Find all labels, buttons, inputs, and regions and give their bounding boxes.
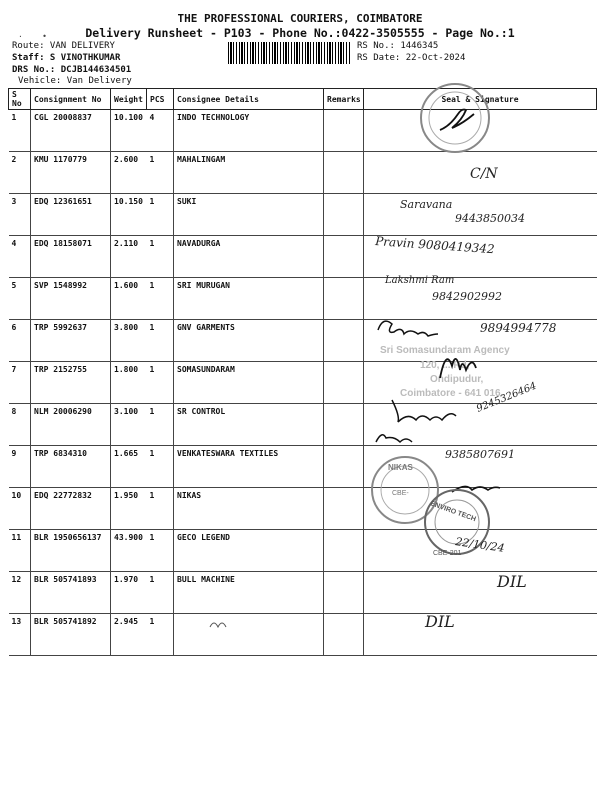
cell-remarks (324, 572, 364, 614)
row2-handwriting: C/N (470, 166, 498, 182)
margin-mark: · • (18, 32, 47, 41)
cell-consignment: CGL 20008837 (31, 110, 111, 152)
cell-pcs: 1 (147, 572, 174, 614)
cell-sno: 11 (9, 530, 31, 572)
cell-remarks (324, 320, 364, 362)
cell-signature (364, 488, 597, 530)
cell-sno: 1 (9, 110, 31, 152)
company-title: THE PROFESSIONAL COURIERS, COIMBATORE (177, 12, 423, 25)
cell-signature (364, 236, 597, 278)
staff-label: Staff: S VINOTHKUMAR (12, 53, 121, 63)
cell-weight: 43.900 (111, 530, 147, 572)
cell-consignment: EDQ 22772832 (31, 488, 111, 530)
cell-signature (364, 446, 597, 488)
cell-pcs: 4 (147, 110, 174, 152)
cell-consignee: SRI MURUGAN (174, 278, 324, 320)
cell-weight: 1.970 (111, 572, 147, 614)
cell-signature (364, 404, 597, 446)
drs-number: DRS No.: DCJB144634501 (12, 65, 132, 75)
row11-date: 22/10/24 (454, 535, 506, 555)
table-row (9, 488, 597, 530)
cell-consignment: BLR 505741893 (31, 572, 111, 614)
cell-remarks (324, 614, 364, 656)
table-row (9, 404, 597, 446)
cell-pcs: 1 (147, 404, 174, 446)
row11-stamp-city: CBE-201 (433, 550, 462, 557)
cell-consignment: TRP 2152755 (31, 362, 111, 404)
col-header-pcs: PCS (147, 89, 174, 110)
row6-phone: 9894994778 (480, 321, 557, 335)
col-header-sno: S No (9, 89, 31, 110)
cell-signature (364, 614, 597, 656)
cell-remarks (324, 404, 364, 446)
cell-remarks (324, 194, 364, 236)
cell-sno: 5 (9, 278, 31, 320)
cell-pcs: 1 (147, 446, 174, 488)
cell-remarks (324, 530, 364, 572)
cell-signature (364, 152, 597, 194)
cell-consignee: SUKI (174, 194, 324, 236)
cell-consignment: TRP 6834310 (31, 446, 111, 488)
col-header-consignment: Consignment No (31, 89, 111, 110)
faded-stamp-line1: Sri Somasundaram Agency (380, 345, 510, 356)
table-row (9, 110, 597, 152)
cell-consignee: NAVADURGA (174, 236, 324, 278)
table-header-row (9, 89, 597, 110)
cell-consignee: INDO TECHNOLOGY (174, 110, 324, 152)
cell-consignment: SVP 1548992 (31, 278, 111, 320)
cell-remarks (324, 278, 364, 320)
cell-consignment: BLR 505741892 (31, 614, 111, 656)
table-row (9, 152, 597, 194)
row13-handwriting: DIL (425, 612, 455, 631)
table-row (9, 572, 597, 614)
cell-consignee: GNV GARMENTS (174, 320, 324, 362)
table-row (9, 194, 597, 236)
cell-consignment: BLR 1950656137 (31, 530, 111, 572)
cell-pcs: 1 (147, 194, 174, 236)
cell-remarks (324, 446, 364, 488)
row4-handwriting: Pravin 9080419342 (374, 234, 495, 257)
cell-remarks (324, 488, 364, 530)
cell-remarks (324, 110, 364, 152)
cell-pcs: 1 (147, 236, 174, 278)
cell-remarks (324, 236, 364, 278)
table-row (9, 236, 597, 278)
row9-phone: 9385807691 (445, 448, 515, 461)
table-body (9, 110, 597, 656)
cell-signature (364, 278, 597, 320)
cell-consignment: KMU 1170779 (31, 152, 111, 194)
cell-pcs: 1 (147, 278, 174, 320)
cell-pcs: 1 (147, 320, 174, 362)
cell-pcs: 1 (147, 362, 174, 404)
row5-name: Lakshmi Ram (385, 275, 455, 286)
cell-weight: 3.800 (111, 320, 147, 362)
rs-date: RS Date: 22-Oct-2024 (357, 53, 466, 63)
cell-weight: 10.150 (111, 194, 147, 236)
table-row (9, 530, 597, 572)
cell-weight: 1.665 (111, 446, 147, 488)
faded-stamp-line4: Coimbatore - 641 016. (400, 388, 504, 399)
cell-consignment: NLM 20006290 (31, 404, 111, 446)
vehicle-label: Vehicle: Van Delivery (18, 76, 132, 86)
faded-stamp-line3: Ondipudur, (430, 374, 484, 385)
cell-consignment: EDQ 18158071 (31, 236, 111, 278)
cell-sno: 4 (9, 236, 31, 278)
cell-signature (364, 194, 597, 236)
runsheet-subtitle: Delivery Runsheet - P103 - Phone No.:0422-3505555 - Page No.:1 (85, 26, 515, 40)
cell-pcs: 1 (147, 530, 174, 572)
row11-stamp-name: ENVIRO TECH (429, 500, 477, 524)
cell-sno: 13 (9, 614, 31, 656)
row10-stamp-city: CBE- (392, 490, 409, 497)
faded-stamp-line2: 120, ... Rd, (420, 360, 470, 371)
col-header-weight: Weight (111, 89, 147, 110)
barcode (228, 42, 350, 64)
cell-sno: 8 (9, 404, 31, 446)
cell-pcs: 1 (147, 614, 174, 656)
row3-phone: 9443850034 (455, 212, 525, 225)
row8-phone: 9245326464 (475, 380, 539, 415)
cell-consignee: MAHALINGAM (174, 152, 324, 194)
cell-consignee (174, 614, 324, 656)
row10-stamp-name: NIKAS (388, 463, 413, 472)
row12-handwriting: DIL (497, 572, 527, 591)
cell-signature (364, 110, 597, 152)
cell-consignee: SOMASUNDARAM (174, 362, 324, 404)
cell-sno: 2 (9, 152, 31, 194)
cell-sno: 7 (9, 362, 31, 404)
cell-consignment: EDQ 12361651 (31, 194, 111, 236)
cell-signature (364, 572, 597, 614)
col-header-signature: Seal & Signature (364, 89, 597, 110)
table-row (9, 446, 597, 488)
cell-weight: 2.945 (111, 614, 147, 656)
row3-name: Saravana (400, 198, 453, 211)
cell-sno: 12 (9, 572, 31, 614)
table-row (9, 278, 597, 320)
cell-consignee: VENKATESWARA TEXTILES (174, 446, 324, 488)
cell-sno: 3 (9, 194, 31, 236)
cell-sno: 6 (9, 320, 31, 362)
cell-consignee: GECO LEGEND (174, 530, 324, 572)
cell-weight: 2.110 (111, 236, 147, 278)
cell-consignee: BULL MACHINE (174, 572, 324, 614)
cell-remarks (324, 362, 364, 404)
runsheet-table (8, 88, 597, 656)
cell-consignee: SR CONTROL (174, 404, 324, 446)
cell-remarks (324, 152, 364, 194)
cell-consignment: TRP 5992637 (31, 320, 111, 362)
cell-weight: 10.100 (111, 110, 147, 152)
cell-weight: 2.600 (111, 152, 147, 194)
table-row (9, 362, 597, 404)
cell-weight: 3.100 (111, 404, 147, 446)
rs-number: RS No.: 1446345 (357, 41, 439, 51)
table-row (9, 614, 597, 656)
cell-signature (364, 530, 597, 572)
cell-sno: 10 (9, 488, 31, 530)
cell-pcs: 1 (147, 488, 174, 530)
cell-weight: 1.600 (111, 278, 147, 320)
col-header-consignee: Consignee Details (174, 89, 324, 110)
route-label: Route: VAN DELIVERY (12, 41, 115, 51)
cell-weight: 1.800 (111, 362, 147, 404)
cell-pcs: 1 (147, 152, 174, 194)
row5-phone: 9842902992 (432, 290, 502, 303)
cell-consignee: NIKAS (174, 488, 324, 530)
cell-weight: 1.950 (111, 488, 147, 530)
col-header-remarks: Remarks (324, 89, 364, 110)
cell-sno: 9 (9, 446, 31, 488)
